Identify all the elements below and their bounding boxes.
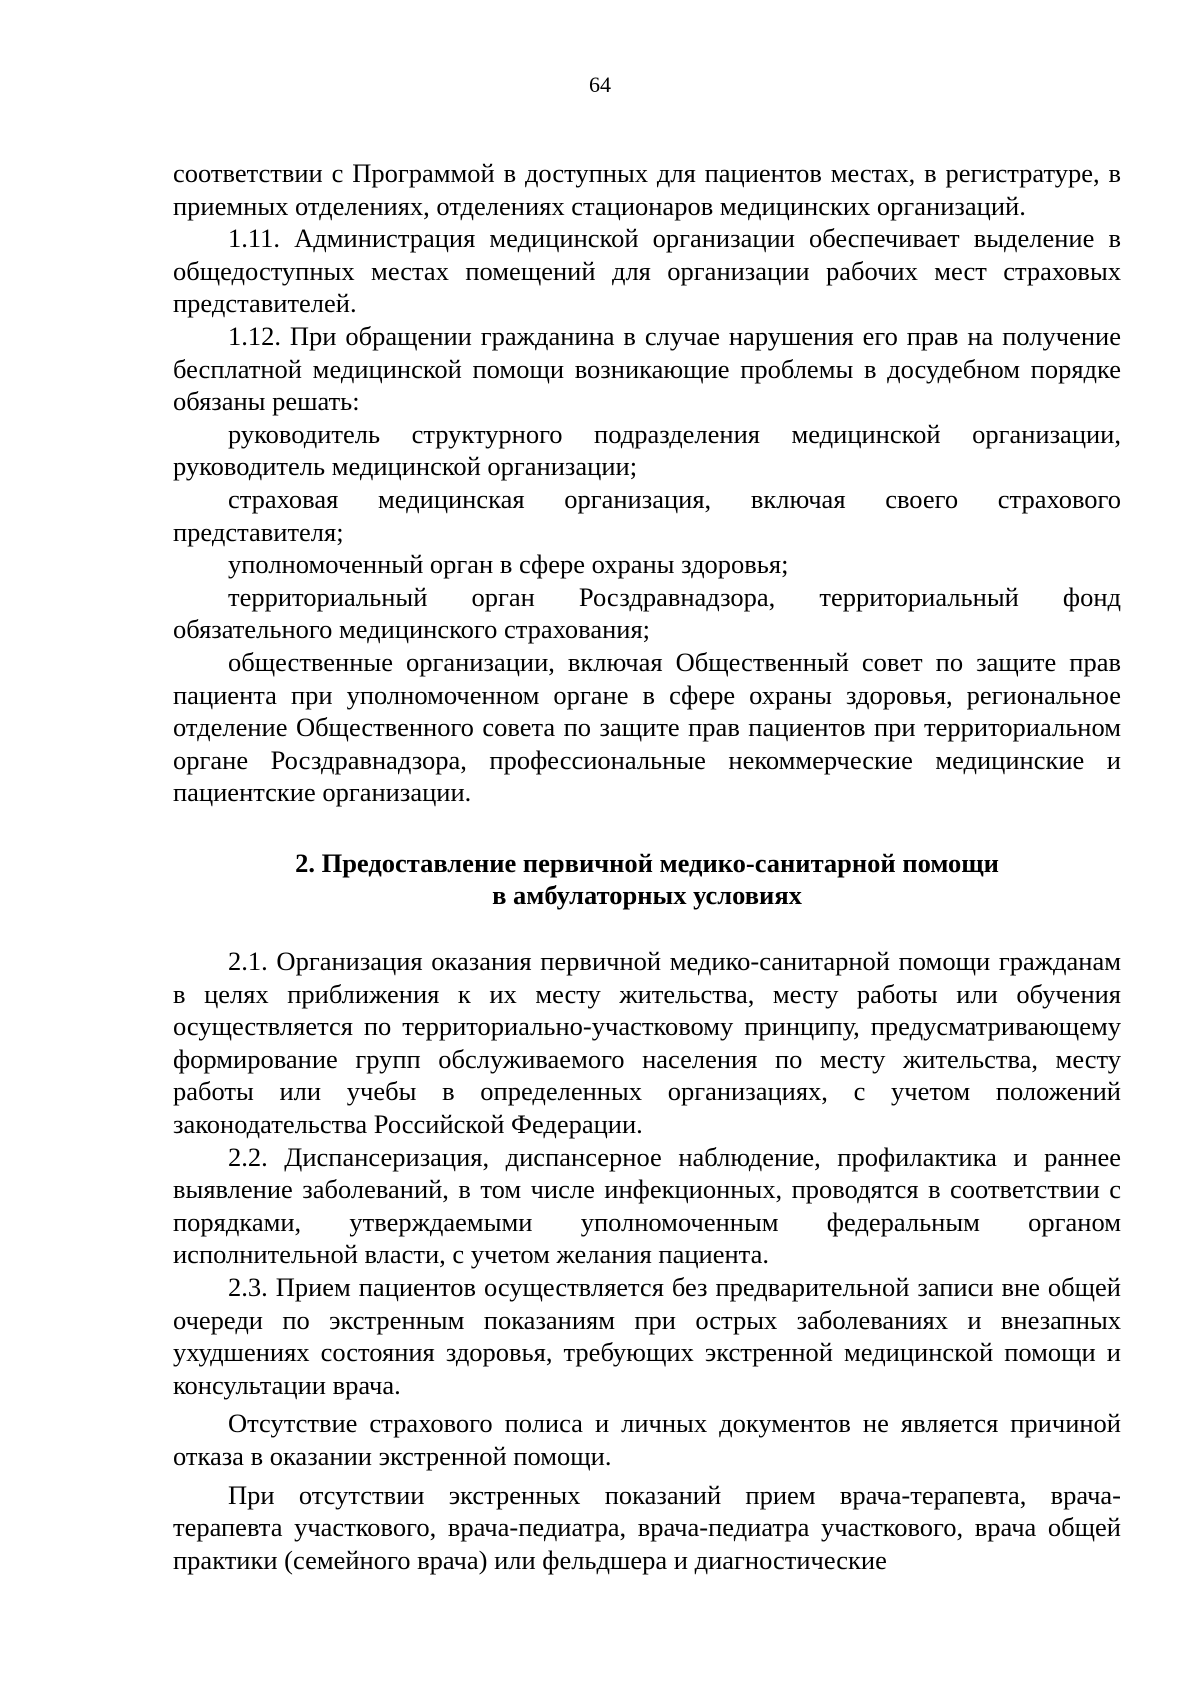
- list-item: территориальный орган Росздравнадзора, территориальный фонд обязательного медицинского страхования;: [173, 581, 1121, 645]
- document-body: [173, 157, 1121, 1576]
- list-item: страховая медицинская организация, включая своего страхового представителя;: [173, 483, 1121, 547]
- list-item: уполномоченный орган в сфере охраны здоровья;: [228, 549, 789, 580]
- paragraph: 2.2. Диспансеризация, диспансерное наблюдение, профилактика и раннее выявление заболеваний, в том числе инфекционных, проводятся в соответствии с порядками, утверждаемыми уполномоченным федеральным органом исполнительной власти, с учетом желания пациента.: [173, 1141, 1121, 1270]
- paragraph: 1.11. Администрация медицинской организации обеспечивает выделение в общедоступных местах помещений для организации рабочих мест страховых представителей.: [173, 223, 1121, 319]
- section-heading-line-1: 2. Предоставление первичной медико-санитарной помощи: [295, 847, 999, 878]
- list-item: руководитель структурного подразделения медицинской организации, руководитель медицинской организации;: [173, 418, 1121, 482]
- list-item: общественные организации, включая Общественный совет по защите прав пациента при уполномоченном органе в сфере охраны здоровья, региональное отделение Общественного совета по защите прав пациентов при территориальном органе Росздравнадзора, профессиональные некоммерческие медицинские и пациентские организации.: [173, 646, 1121, 808]
- section-heading-line-2: в амбулаторных условиях: [492, 880, 802, 911]
- paragraph: 1.12. При обращении гражданина в случае нарушения его прав на получение бесплатной медицинской помощи возникающие проблемы в досудебном порядке обязаны решать:: [173, 320, 1121, 417]
- paragraph: Отсутствие страхового полиса и личных документов не является причиной отказа в оказании экстренной помощи.: [173, 1408, 1121, 1471]
- paragraph: 2.3. Прием пациентов осуществляется без предварительной записи вне общей очереди по экстренным показаниям при острых заболеваниях и внезапных ухудшениях состояния здоровья, требующих экстренной медицинской помощи и консультации врача.: [173, 1272, 1121, 1400]
- paragraph: соответствии с Программой в доступных для пациентов местах, в регистратуре, в приемных отделениях, отделениях стационаров медицинских организаций.: [173, 158, 1121, 221]
- section-heading: [173, 847, 1121, 912]
- paragraph: 2.1. Организация оказания первичной медико-санитарной помощи гражданам в целях приближения к их месту жительства, месту работы или обучения осуществляется по территориально-участковому принципу, предусматривающему формирование групп обслуживаемого населения по месту жительства, месту работы или учебы в определенных организациях, с учетом положений законодательства Российской Федерации.: [173, 946, 1121, 1140]
- page-number: 64: [589, 72, 611, 97]
- paragraph: При отсутствии экстренных показаний прием врача-терапевта, врача-терапевта участкового, врача-педиатра, врача-педиатра участкового, врача общей практики (семейного врача) или фельдшера и диагностические: [173, 1479, 1121, 1575]
